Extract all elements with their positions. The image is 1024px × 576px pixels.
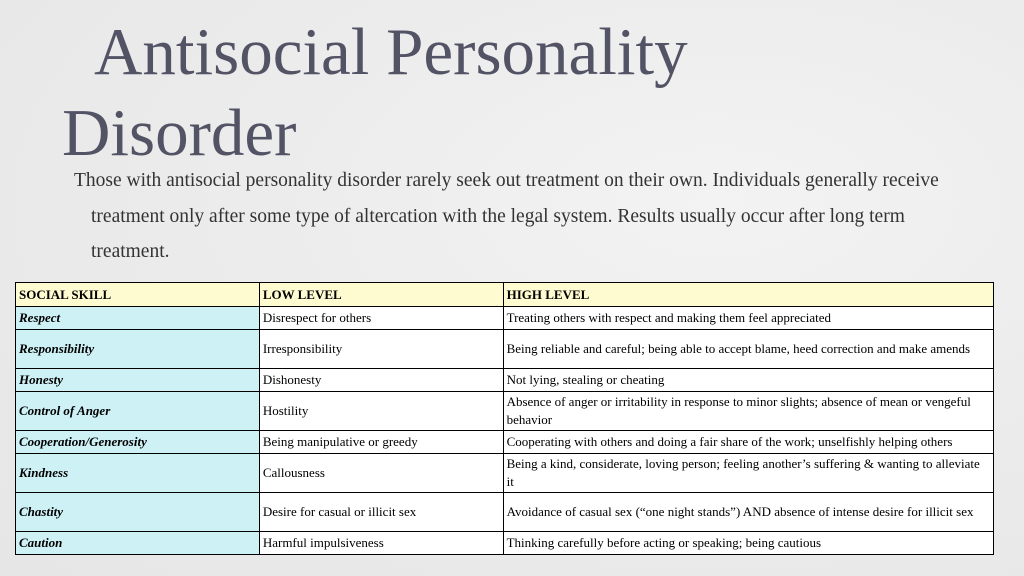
- table-row: [16, 431, 994, 454]
- table-row: [16, 493, 994, 532]
- skill-cell: Honesty: [16, 369, 260, 392]
- low-level-cell: Being manipulative or greedy: [259, 431, 503, 454]
- table-row: [16, 454, 994, 493]
- skill-cell: Chastity: [16, 493, 260, 532]
- low-level-cell: Callousness: [259, 454, 503, 493]
- skill-cell: Kindness: [16, 454, 260, 493]
- slide-title-line-1: Antisocial Personality: [94, 15, 688, 89]
- high-level-cell: Avoidance of casual sex (“one night stands”) AND absence of intense desire for illicit sex: [503, 493, 993, 532]
- slide-title: [62, 12, 962, 174]
- high-level-cell: Treating others with respect and making them feel appreciated: [503, 307, 993, 330]
- table-row: [16, 532, 994, 555]
- skill-cell: Caution: [16, 532, 260, 555]
- high-level-cell: Not lying, stealing or cheating: [503, 369, 993, 392]
- table-row: [16, 307, 994, 330]
- low-level-cell: Harmful impulsiveness: [259, 532, 503, 555]
- high-level-cell: Absence of anger or irritability in response to minor slights; absence of mean or vengeful behavior: [503, 392, 993, 431]
- high-level-cell: Being a kind, considerate, loving person; feeling another’s suffering & wanting to alleviate it: [503, 454, 993, 493]
- high-level-cell: Being reliable and careful; being able to accept blame, heed correction and make amends: [503, 330, 993, 369]
- high-level-cell: Thinking carefully before acting or speaking; being cautious: [503, 532, 993, 555]
- skill-cell: Responsibility: [16, 330, 260, 369]
- low-level-cell: Disrespect for others: [259, 307, 503, 330]
- slide-body-text: Those with antisocial personality disorder rarely seek out treatment on their own. Individuals generally receive treatment only after some type of altercation with the legal system. Results usually occur after long term treatment.: [74, 170, 939, 262]
- low-level-cell: Irresponsibility: [259, 330, 503, 369]
- low-level-cell: Hostility: [259, 392, 503, 431]
- header-social-skill: SOCIAL SKILL: [16, 283, 260, 307]
- skill-cell: Respect: [16, 307, 260, 330]
- low-level-cell: Dishonesty: [259, 369, 503, 392]
- header-high-level: HIGH LEVEL: [503, 283, 993, 307]
- low-level-cell: Desire for casual or illicit sex: [259, 493, 503, 532]
- header-low-level: LOW LEVEL: [259, 283, 503, 307]
- high-level-cell: Cooperating with others and doing a fair share of the work; unselfishly helping others: [503, 431, 993, 454]
- skill-cell: Control of Anger: [16, 392, 260, 431]
- skill-cell: Cooperation/Generosity: [16, 431, 260, 454]
- table-row: [16, 330, 994, 369]
- slide-title-line-2: Disorder: [62, 96, 297, 170]
- table-row: [16, 369, 994, 392]
- table-row: [16, 392, 994, 431]
- social-skills-table: [15, 282, 994, 555]
- table-header-row: [16, 283, 994, 307]
